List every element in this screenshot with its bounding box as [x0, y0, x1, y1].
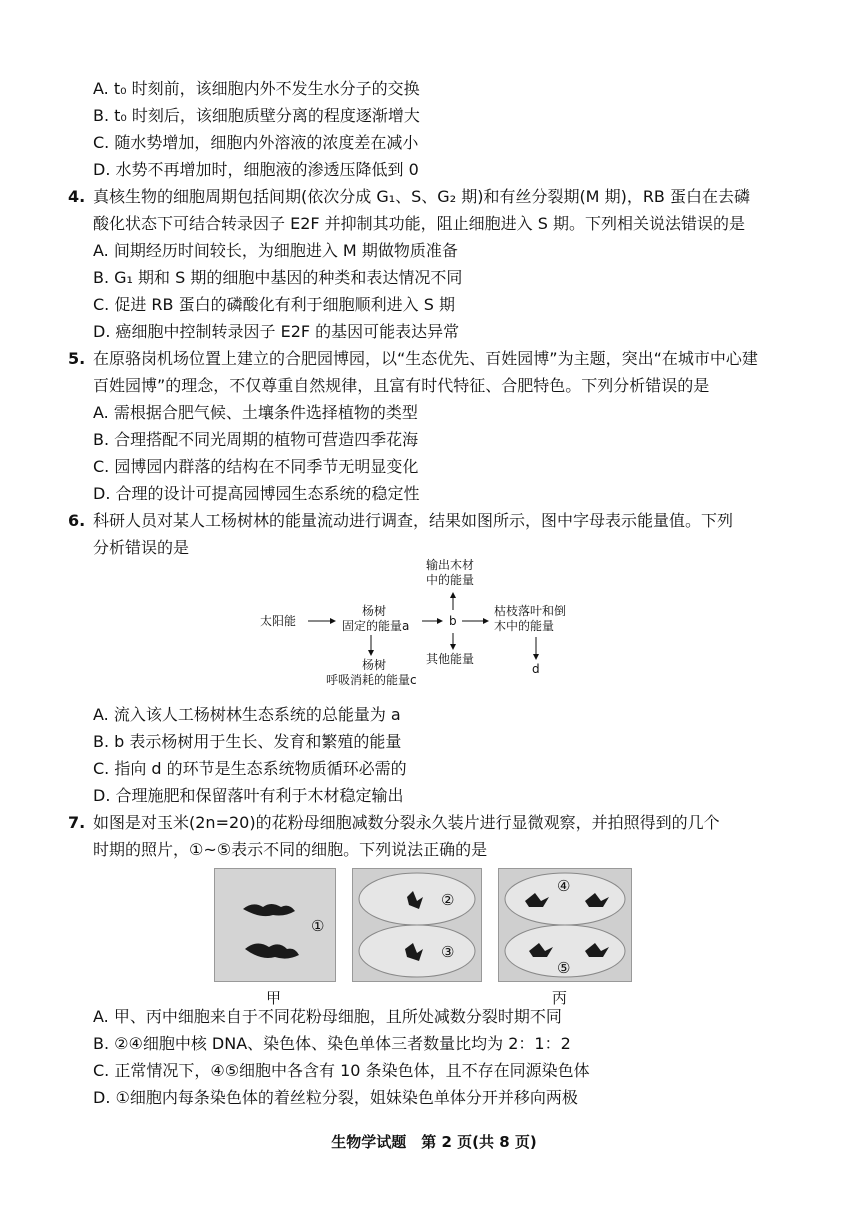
q6-option-b: B. b 表示杨树用于生长、发育和繁殖的能量 [93, 732, 402, 751]
q4-option-c: C. 促进 RB 蛋白的磷酸化有利于细胞顺利进入 S 期 [93, 295, 455, 314]
node-resp-line1: 杨树 [362, 658, 387, 672]
node-litter-line1: 枯枝落叶和倒 [494, 604, 567, 618]
q3-option-a: A. t₀ 时刻前，该细胞内外不发生水分子的交换 [93, 79, 420, 98]
node-sun: 太阳能 [260, 614, 297, 628]
energy-flow-diagram [250, 555, 610, 695]
q6-option-c: C. 指向 d 的环节是生态系统物质循环必需的 [93, 759, 407, 778]
q6-stem-line2: 分析错误的是 [93, 538, 190, 557]
photo-middle-drawing [353, 869, 481, 981]
q6-stem-line1: 科研人员对某人工杨树林的能量流动进行调查，结果如图所示，图中字母表示能量值。下列 [93, 511, 734, 530]
q5-number: 5. [68, 349, 86, 368]
q3-option-b: B. t₀ 时刻后，该细胞质壁分离的程度逐渐增大 [93, 106, 420, 125]
q6-option-a: A. 流入该人工杨树林生态系统的总能量为 a [93, 705, 401, 724]
q3-option-d: D. 水势不再增加时，细胞液的渗透压降低到 0 [93, 160, 419, 179]
photo-middle-cell-2: ② [441, 891, 455, 909]
q7-number: 7. [68, 813, 86, 832]
node-resp-line2: 呼吸消耗的能量c [326, 673, 417, 687]
q4-option-b: B. G₁ 期和 S 期的细胞中基因的种类和表达情况不同 [93, 268, 463, 287]
photo-jia [214, 868, 336, 982]
q5-option-a: A. 需根据合肥气候、土壤条件选择植物的类型 [93, 403, 418, 422]
photo-jia-drawing [215, 869, 335, 981]
q7-stem-line1: 如图是对玉米(2n=20)的花粉母细胞减数分裂永久装片进行显微观察，并拍照得到的几个 [93, 813, 720, 832]
q4-number: 4. [68, 187, 86, 206]
q6-option-d: D. 合理施肥和保留落叶有利于木材稳定输出 [93, 786, 404, 805]
q5-option-c: C. 园博园内群落的结构在不同季节无明显变化 [93, 457, 419, 476]
photo-bing [498, 868, 632, 982]
q5-option-d: D. 合理的设计可提高园博园生态系统的稳定性 [93, 484, 420, 503]
photo-bing-drawing [499, 869, 631, 981]
q7-option-d: D. ①细胞内每条染色体的着丝粒分裂，姐妹染色单体分开并移向两极 [93, 1088, 578, 1107]
node-fixed-line2: 固定的能量a [342, 619, 410, 633]
q4-stem-line2: 酸化状态下可结合转录因子 E2F 并抑制其功能，阻止细胞进入 S 期。下列相关说法错误的是 [93, 214, 745, 233]
q4-option-a: A. 间期经历时间较长，为细胞进入 M 期做物质准备 [93, 241, 458, 260]
photo-label-jia: 甲 [266, 989, 282, 1007]
q5-stem-line1: 在原骆岗机场位置上建立的合肥园博园，以“生态优先、百姓园博”为主题，突出“在城市中心建 [93, 349, 758, 368]
node-b: b [449, 614, 457, 628]
q7-stem-line2: 时期的照片，①~⑤表示不同的细胞。下列说法正确的是 [93, 840, 488, 859]
q3-option-c: C. 随水势增加，细胞内外溶液的浓度差在减小 [93, 133, 419, 152]
node-wood-line1: 输出木材 [426, 558, 475, 572]
q4-option-d: D. 癌细胞中控制转录因子 E2F 的基因可能表达异常 [93, 322, 460, 341]
q5-stem-line2: 百姓园博”的理念，不仅尊重自然规律，且富有时代特征、合肥特色。下列分析错误的是 [93, 376, 710, 395]
photo-middle-cell-3: ③ [441, 943, 455, 961]
photo-label-bing: 丙 [552, 989, 568, 1007]
photo-middle [352, 868, 482, 982]
node-wood-line2: 中的能量 [426, 573, 475, 587]
photo-bing-cell-5: ⑤ [557, 959, 571, 977]
q7-option-a: A. 甲、丙中细胞来自于不同花粉母细胞，且所处减数分裂时期不同 [93, 1007, 562, 1026]
q7-option-c: C. 正常情况下，④⑤细胞中各含有 10 条染色体，且不存在同源染色体 [93, 1061, 590, 1080]
node-d: d [532, 662, 540, 676]
node-litter-line2: 木中的能量 [494, 619, 555, 633]
photo-jia-cell-1: ① [311, 917, 325, 935]
q7-option-b: B. ②④细胞中核 DNA、染色体、染色单体三者数量比均为 2：1：2 [93, 1034, 571, 1053]
photo-bing-cell-4: ④ [557, 877, 571, 895]
node-fixed-line1: 杨树 [362, 604, 387, 618]
node-other: 其他能量 [426, 652, 475, 666]
q5-option-b: B. 合理搭配不同光周期的植物可营造四季花海 [93, 430, 419, 449]
q4-stem-line1: 真核生物的细胞周期包括间期(依次分成 G₁、S、G₂ 期)和有丝分裂期(M 期)，RB 蛋白在去磷 [93, 187, 750, 206]
q6-number: 6. [68, 511, 86, 530]
page-footer: 生物学试题 第 2 页(共 8 页) [331, 1133, 537, 1151]
